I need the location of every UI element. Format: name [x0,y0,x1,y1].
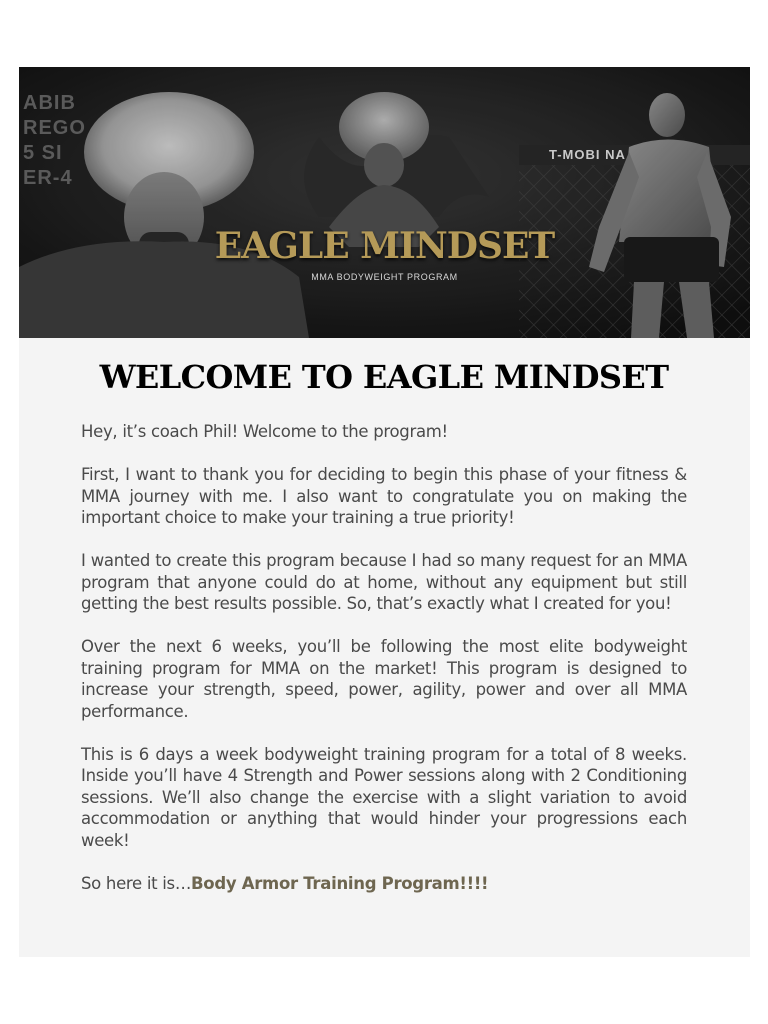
paragraph-greeting: Hey, it’s coach Phil! Welcome to the program! [81,422,448,441]
banner-bg-line: 5 SI [23,142,63,164]
paragraph-schedule: This is 6 days a week bodyweight training program for a total of 8 weeks. Inside you’ll have 4 Strength and Power sessions along with 2 Conditioning sessions. We’ll also change the exercise with a slight variation to avoid accommodation or anything that would hinder your progressions each week! [81,744,687,850]
banner-image [19,67,750,338]
banner-photo-collage [19,67,750,338]
paragraph-closing [81,873,687,895]
banner-bg-line: ABIB [23,92,76,114]
paragraph-thanks: First, I want to thank you for deciding to begin this phase of your fitness & MMA journey with me. I also want to congratulate you on making the important choice to make your training a true priority! [81,465,687,527]
banner-title: EAGLE MINDSET [214,225,555,267]
body-text [81,421,687,894]
page-title: WELCOME TO EAGLE MINDSET [99,358,669,396]
banner-bg-line: ER-4 [23,167,73,189]
closing-prefix: So here it is… [81,873,192,893]
arena-sign: T-MOBI NA [549,147,626,162]
paragraph-overview: Over the next 6 weeks, you’ll be following the most elite bodyweight training program for MMA on the market! This program is designed to increase your strength, speed, power, agility, power and over all MMA performance. [81,637,687,721]
program-name-highlight: Body Armor Training Program!!!! [191,873,489,893]
banner-subtitle: MMA BODYWEIGHT PROGRAM [311,272,458,282]
paragraph-reason: I wanted to create this program because I had so many request for an MMA program that anyone could do at home, without any equipment but still getting the best results possible. So, that’s exactly what I created for you! [81,551,687,613]
banner-background-text [23,91,86,191]
banner-bg-line: REGO [23,117,86,139]
